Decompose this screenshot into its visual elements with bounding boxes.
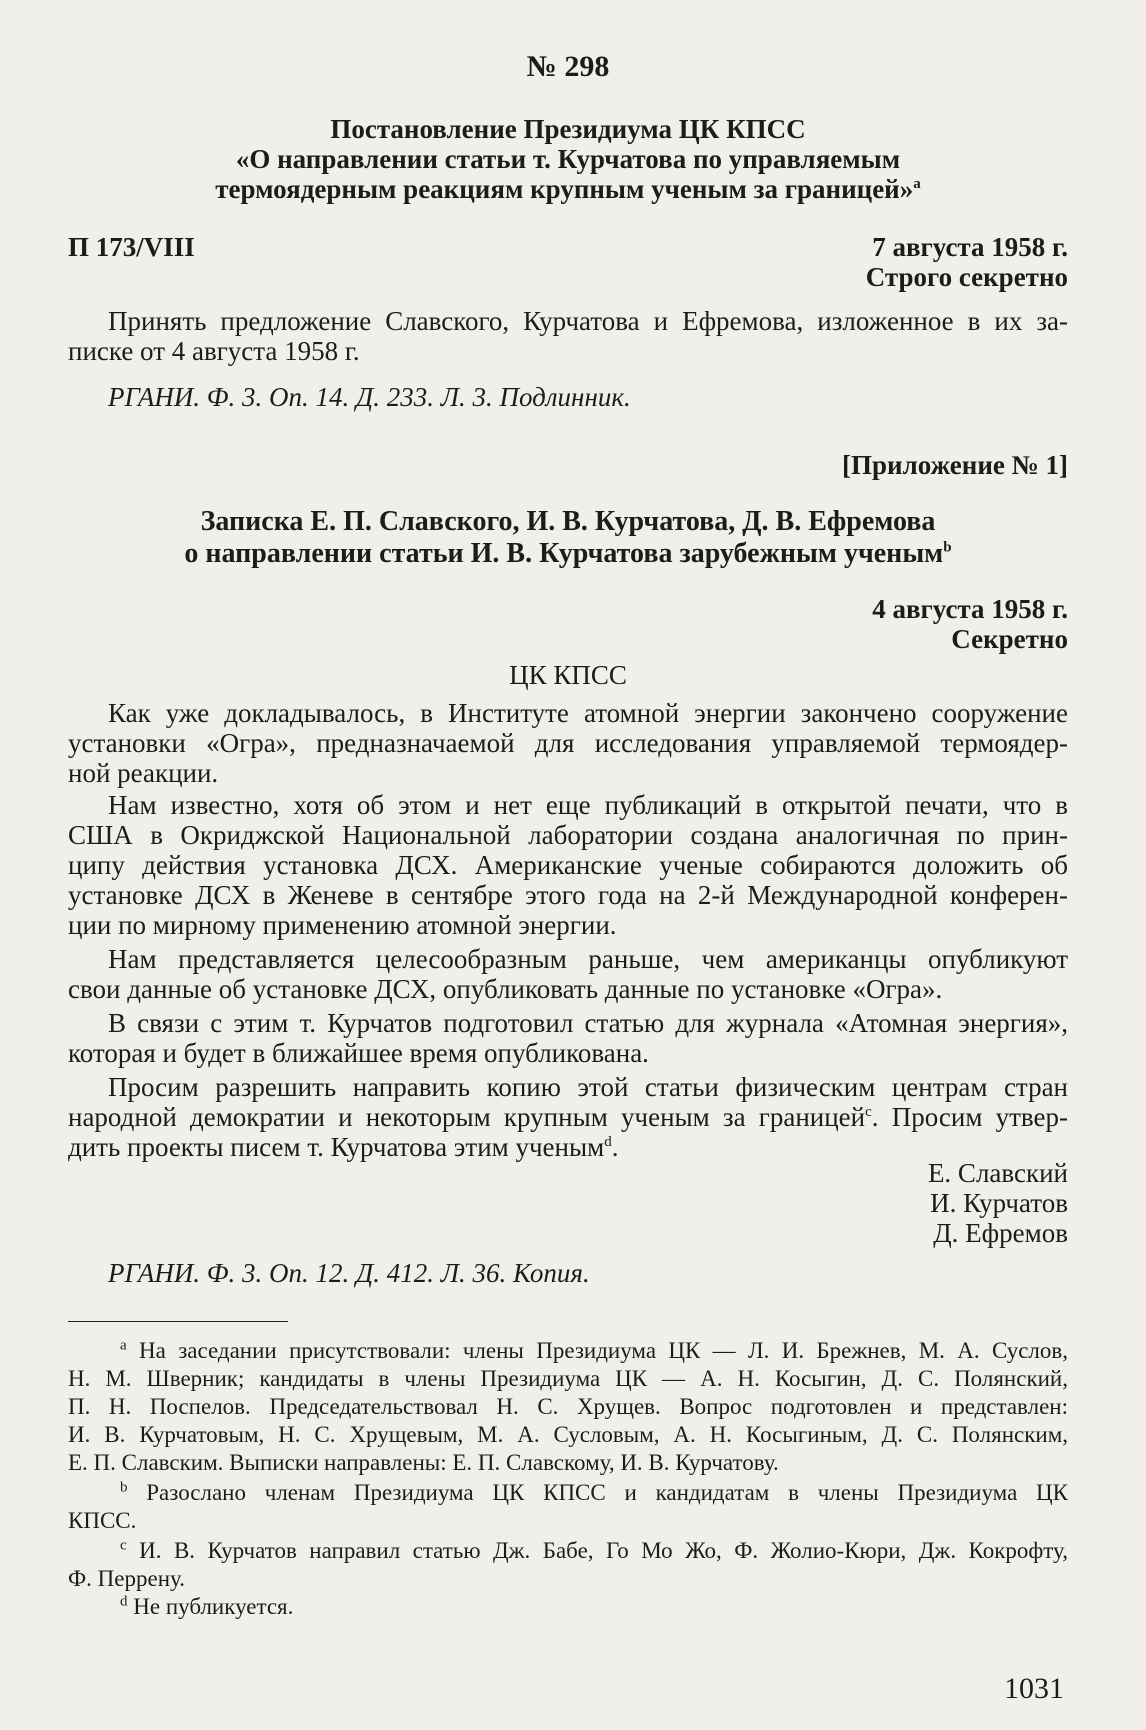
resolution-source: РГАНИ. Ф. 3. Оп. 14. Д. 233. Л. 3. Подлинник.	[108, 382, 631, 412]
paragraph-line: дить проекты писем т. Курчатова этим ученым$^d$.	[68, 1132, 619, 1162]
resolution-date: 7 августа 1958 г.	[872, 232, 1068, 262]
document-number: № 298	[526, 50, 610, 83]
footnote-ref-a: a	[913, 176, 921, 192]
resolution-code: П 173/VIII	[68, 232, 195, 262]
paragraph-line: которая и будет в ближайшее время опубликована.	[68, 1038, 649, 1068]
appendix-source: РГАНИ. Ф. 3. Оп. 12. Д. 412. Л. 36. Копия.	[108, 1258, 590, 1288]
footnote-c: $^c$ И. В. Курчатов направил статью Дж. Бабе, Го Мо Жо, Ф. Жолио-Кюри, Дж. Кокрофту,	[120, 1537, 1068, 1563]
appendix-title-line-1: Записка Е. П. Славского, И. В. Курчатова, Д. В. Ефремова	[200, 506, 936, 537]
paragraph-line: свои данные об установке ДСХ, опубликовать данные по установке «Огра».	[68, 974, 943, 1004]
footnote-separator	[68, 1321, 288, 1322]
resolution-text-line-1: Принять предложение Славского, Курчатова и Ефремова, изложенное в их за-	[108, 306, 1068, 336]
document-title-line-1: Постановление Президиума ЦК КПСС	[330, 114, 806, 144]
appendix-classification: Секретно	[951, 624, 1068, 654]
footnote-a: $^a$ На заседании присутствовали: члены Президиума ЦК — Л. И. Брежнев, М. А. Суслов,	[120, 1337, 1069, 1363]
footnote-line: П. Н. Поспелов. Председательствовал Н. С. Хрущев. Вопрос подготовлен и представлен:	[68, 1394, 1068, 1419]
resolution-classification: Строго секретно	[865, 262, 1068, 292]
paragraph-line: Нам представляется целесообразным раньше, чем американцы опубликуют	[108, 944, 1068, 974]
document-title-line-2: «О направлении статьи т. Курчатова по управляемым	[235, 144, 901, 174]
paragraph-line: ципу действия установка ДСХ. Американские ученые собираются доложить об	[68, 850, 1068, 880]
footnote-ref-c: c	[865, 1104, 872, 1120]
paragraph-line: В связи с этим т. Курчатов подготовил статью для журнала «Атомная энергия»,	[108, 1008, 1068, 1038]
footnote-b: $^b$ Разослано членам Президиума ЦК КПСС и кандидатам в члены Президиума ЦК	[120, 1479, 1068, 1505]
paragraph-line: Просим разрешить направить копию этой статьи физическим центрам стран	[108, 1072, 1068, 1102]
resolution-text-line-2: писке от 4 августа 1958 г.	[68, 336, 360, 366]
appendix-label: [Приложение № 1]	[842, 450, 1068, 480]
page-number: 1031	[1004, 1672, 1064, 1705]
paragraph-line: Нам известно, хотя об этом и нет еще публикаций в открытой печати, что в	[108, 790, 1068, 820]
footnote-ref-b: b	[943, 539, 952, 556]
paragraph-line: США в Окриджской Национальной лаборатории создана аналогичная по прин-	[68, 820, 1068, 850]
document-title-line-3: термоядерным реакциям крупным ученым за границей»$^a$	[215, 174, 921, 204]
paragraph-line: ной реакции.	[68, 758, 219, 788]
footnote-line: Е. П. Славским. Выписки направлены: Е. П. Славскому, И. В. Курчатову.	[68, 1450, 779, 1475]
paragraph-line: установке ДСХ в Женеве в сентябре этого года на 2-й Международной конферен-	[68, 880, 1068, 910]
paragraph-line: ции по мирному применению атомной энергии.	[68, 910, 617, 940]
footnote-line: Ф. Перрену.	[68, 1566, 185, 1591]
footnote-ref-d: d	[604, 1134, 612, 1150]
footnote-d: $^d$ Не публикуется.	[120, 1593, 294, 1619]
footnote-line: И. В. Курчатовым, Н. С. Хрущевым, М. А. Сусловым, А. Н. Косыгиным, Д. С. Полянским,	[68, 1422, 1068, 1447]
footnote-line: КПСС.	[68, 1508, 137, 1533]
signature: Д. Ефремов	[933, 1218, 1068, 1248]
appendix-title-line-2: о направлении статьи И. В. Курчатова зарубежным ученым$^b$	[184, 538, 952, 569]
signature: Е. Славский	[927, 1158, 1068, 1188]
paragraph-line: установки «Огра», предназначаемой для исследования управляемой термоядер-	[68, 728, 1068, 758]
appendix-date: 4 августа 1958 г.	[872, 594, 1068, 624]
paragraph-line: Как уже докладывалось, в Институте атомной энергии закончено сооружение	[108, 698, 1068, 728]
signature: И. Курчатов	[930, 1188, 1068, 1218]
paragraph-line: народной демократии и некоторым крупным ученым за границей$^c$. Просим утвер-	[68, 1102, 1068, 1132]
footnote-line: Н. М. Шверник; кандидаты в члены Президиума ЦК — А. Н. Косыгин, Д. С. Полянский,	[68, 1366, 1068, 1391]
addressee: ЦК КПСС	[509, 660, 627, 690]
